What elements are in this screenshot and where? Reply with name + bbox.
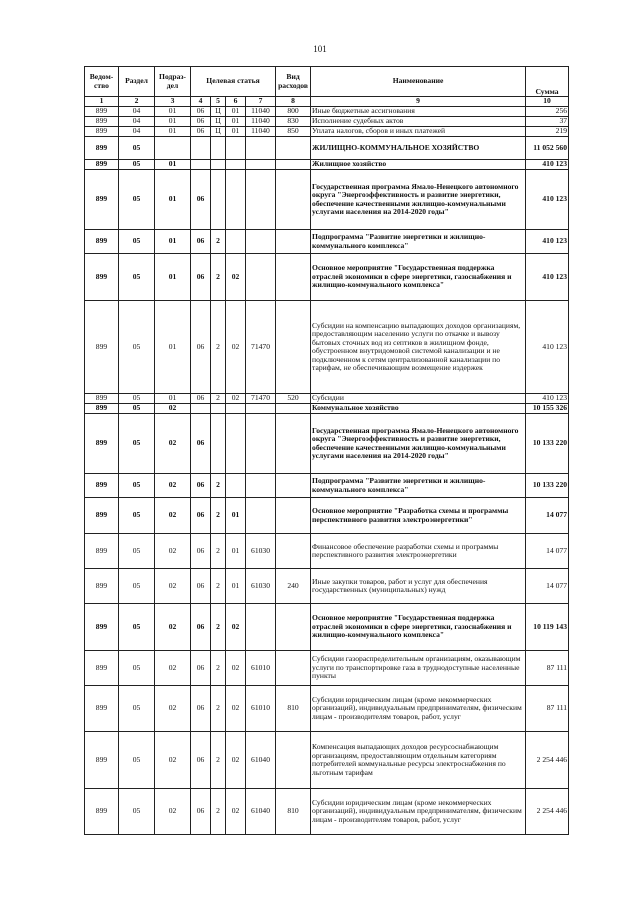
table-row [85,789,569,835]
index-cell: 1 [85,97,119,107]
celevaya-part3-cell: 01 [226,117,246,127]
sum-cell: 410 123 [526,170,569,230]
celevaya-part3-cell: 02 [226,301,246,394]
name-cell: Иные закупки товаров, работ и услуг для обеспечения государственных (муниципальных) нужд [311,569,526,604]
celevaya-part2-cell: 2 [211,301,226,394]
celevaya-part2-cell: 2 [211,254,226,301]
name-cell: Основное мероприятие "Разработка схемы и программы перспективного развития электроэнергетики" [311,498,526,534]
vedomstvo-cell: 899 [85,107,119,117]
table-row [85,117,569,127]
podrazdel-cell: 02 [155,569,191,604]
sum-cell: 410 123 [526,394,569,404]
sum-cell: 10 119 143 [526,604,569,651]
razdel-cell: 05 [119,789,155,835]
celevaya-part2-cell: Ц [211,107,226,117]
celevaya-part3-cell [226,160,246,170]
sum-cell: 256 [526,107,569,117]
celevaya-part3-cell [226,137,246,160]
vedomstvo-cell: 899 [85,230,119,254]
vedomstvo-cell: 899 [85,534,119,569]
razdel-cell: 05 [119,651,155,686]
podrazdel-cell: 02 [155,474,191,498]
sum-cell: 14 077 [526,498,569,534]
table-row [85,394,569,404]
table-row [85,254,569,301]
name-cell: Государственная программа Ямало-Ненецкого автономного округа "Энергоэффективность и развитие энергетики, обеспечение качественными жилищно-коммунальными услугами населения на 2014-2020 годы" [311,170,526,230]
celevaya-part3-cell: 01 [226,107,246,117]
sum-cell: 87 111 [526,651,569,686]
vid-rashodov-cell [276,254,311,301]
vid-rashodov-cell: 850 [276,127,311,137]
sum-cell: 14 077 [526,534,569,569]
vedomstvo-cell: 899 [85,414,119,474]
podrazdel-cell: 01 [155,117,191,127]
celevaya-part2-cell: 2 [211,394,226,404]
vedomstvo-cell: 899 [85,789,119,835]
celevaya-part3-cell: 02 [226,732,246,789]
celevaya-part4-cell: 11040 [246,127,276,137]
header-vedomstvo: Ведом-ство [85,67,119,97]
name-cell: Основное мероприятие "Государственная поддержка отраслей экономики в сфере энергетики, газоснабжения и жилищно-коммунального комплекса" [311,604,526,651]
table-row [85,569,569,604]
celevaya-part4-cell: 61030 [246,569,276,604]
vid-rashodov-cell [276,170,311,230]
razdel-cell: 04 [119,107,155,117]
celevaya-part2-cell: Ц [211,127,226,137]
vid-rashodov-cell: 800 [276,107,311,117]
vid-rashodov-cell: 810 [276,789,311,835]
header-razdel: Раздел [119,67,155,97]
vedomstvo-cell: 899 [85,160,119,170]
razdel-cell: 05 [119,686,155,732]
name-cell: Иные бюджетные ассигнования [311,107,526,117]
celevaya-part1-cell: 06 [191,170,211,230]
celevaya-part1-cell: 06 [191,534,211,569]
name-cell: Субсидии [311,394,526,404]
podrazdel-cell: 01 [155,394,191,404]
vedomstvo-cell: 899 [85,127,119,137]
table-row [85,230,569,254]
vid-rashodov-cell: 810 [276,686,311,732]
sum-cell: 10 155 326 [526,404,569,414]
celevaya-part4-cell [246,254,276,301]
budget-table [84,66,569,835]
name-cell: Субсидии газораспределительным организациям, оказывающим услуги по транспортировке газа в труднодоступные населенные пункты [311,651,526,686]
vedomstvo-cell: 899 [85,301,119,394]
celevaya-part3-cell: 01 [226,498,246,534]
celevaya-part2-cell [211,170,226,230]
vid-rashodov-cell [276,137,311,160]
index-cell: 3 [155,97,191,107]
celevaya-part1-cell [191,137,211,160]
vid-rashodov-cell: 240 [276,569,311,604]
podrazdel-cell: 01 [155,301,191,394]
razdel-cell: 04 [119,117,155,127]
vedomstvo-cell: 899 [85,117,119,127]
celevaya-part3-cell [226,230,246,254]
vedomstvo-cell: 899 [85,170,119,230]
sum-cell: 10 133 220 [526,414,569,474]
vid-rashodov-cell [276,404,311,414]
index-cell: 8 [276,97,311,107]
celevaya-part2-cell: 2 [211,604,226,651]
sum-cell: 219 [526,127,569,137]
name-cell: Подпрограмма "Развитие энергетики и жилищно-коммунального комплекса" [311,230,526,254]
celevaya-part2-cell: 2 [211,474,226,498]
vedomstvo-cell: 899 [85,651,119,686]
razdel-cell: 05 [119,254,155,301]
celevaya-part3-cell: 01 [226,534,246,569]
celevaya-part4-cell: 71470 [246,394,276,404]
vid-rashodov-cell [276,230,311,254]
vedomstvo-cell: 899 [85,254,119,301]
name-cell: Компенсация выпадающих доходов ресурсоснабжающим организациям, предоставляющим отдельным категориям потребителей коммунальные ресурсы электроснабжения по льготным тарифам [311,732,526,789]
header-celevaya-statya: Целевая статья [191,67,276,97]
celevaya-part3-cell: 02 [226,789,246,835]
celevaya-part3-cell: 01 [226,127,246,137]
podrazdel-cell: 02 [155,789,191,835]
table-row [85,301,569,394]
podrazdel-cell: 02 [155,534,191,569]
index-cell: 9 [311,97,526,107]
table-row [85,534,569,569]
celevaya-part4-cell: 61010 [246,686,276,732]
table-row [85,474,569,498]
vedomstvo-cell: 899 [85,137,119,160]
name-cell: Подпрограмма "Развитие энергетики и жилищно-коммунального комплекса" [311,474,526,498]
sum-cell: 11 052 560 [526,137,569,160]
celevaya-part1-cell: 06 [191,107,211,117]
sum-cell: 410 123 [526,301,569,394]
celevaya-part4-cell [246,474,276,498]
table-row [85,137,569,160]
vid-rashodov-cell [276,474,311,498]
podrazdel-cell: 01 [155,230,191,254]
celevaya-part1-cell: 06 [191,230,211,254]
sum-cell: 410 123 [526,230,569,254]
name-cell: Основное мероприятие "Государственная поддержка отраслей экономики в сфере энергетики, газоснабжения и жилищно-коммунального комплекса" [311,254,526,301]
celevaya-part2-cell: 2 [211,534,226,569]
table-body [85,107,569,835]
podrazdel-cell: 02 [155,604,191,651]
celevaya-part3-cell: 02 [226,604,246,651]
celevaya-part2-cell: 2 [211,789,226,835]
sum-cell: 2 254 446 [526,732,569,789]
celevaya-part4-cell [246,414,276,474]
podrazdel-cell: 02 [155,404,191,414]
vedomstvo-cell: 899 [85,498,119,534]
name-cell: Финансовое обеспечение разработки схемы и программы перспективного развития электроэнергетики [311,534,526,569]
vedomstvo-cell: 899 [85,686,119,732]
razdel-cell: 05 [119,732,155,789]
celevaya-part2-cell: 2 [211,686,226,732]
celevaya-part4-cell: 61010 [246,651,276,686]
vid-rashodov-cell: 830 [276,117,311,127]
header-vid-rashodov: Вид расходов [276,67,311,97]
celevaya-part1-cell: 06 [191,569,211,604]
celevaya-part1-cell: 06 [191,498,211,534]
celevaya-part2-cell: 2 [211,651,226,686]
razdel-cell: 05 [119,394,155,404]
celevaya-part2-cell: 2 [211,498,226,534]
celevaya-part1-cell: 06 [191,127,211,137]
name-cell: Уплата налогов, сборов и иных платежей [311,127,526,137]
celevaya-part4-cell: 61030 [246,534,276,569]
sum-cell: 410 123 [526,160,569,170]
celevaya-part1-cell: 06 [191,117,211,127]
celevaya-part1-cell: 06 [191,686,211,732]
index-cell: 2 [119,97,155,107]
celevaya-part1-cell: 06 [191,604,211,651]
table-row [85,127,569,137]
table-row [85,170,569,230]
celevaya-part4-cell [246,498,276,534]
name-cell: Коммунальное хозяйство [311,404,526,414]
name-cell: Субсидии юридическим лицам (кроме некоммерческих организаций), индивидуальным предпринимателям, физическим лицам - производителям товаров, работ, услуг [311,686,526,732]
celevaya-part4-cell [246,160,276,170]
name-cell: Жилищное хозяйство [311,160,526,170]
vedomstvo-cell: 899 [85,394,119,404]
razdel-cell: 04 [119,127,155,137]
table-row [85,686,569,732]
vid-rashodov-cell [276,651,311,686]
podrazdel-cell: 02 [155,498,191,534]
celevaya-part3-cell: 02 [226,651,246,686]
razdel-cell: 05 [119,414,155,474]
celevaya-part2-cell: Ц [211,117,226,127]
razdel-cell: 05 [119,404,155,414]
celevaya-part3-cell [226,170,246,230]
table-row [85,604,569,651]
vid-rashodov-cell: 520 [276,394,311,404]
table-row [85,498,569,534]
celevaya-part4-cell [246,137,276,160]
razdel-cell: 05 [119,230,155,254]
table-row [85,414,569,474]
table-row [85,732,569,789]
index-cell: 6 [226,97,246,107]
celevaya-part1-cell: 06 [191,254,211,301]
vid-rashodov-cell [276,732,311,789]
celevaya-part1-cell: 06 [191,414,211,474]
podrazdel-cell: 01 [155,170,191,230]
celevaya-part3-cell: 02 [226,254,246,301]
celevaya-part3-cell [226,404,246,414]
razdel-cell: 05 [119,137,155,160]
celevaya-part3-cell: 02 [226,394,246,404]
celevaya-part2-cell [211,137,226,160]
celevaya-part4-cell: 61040 [246,732,276,789]
table-row [85,651,569,686]
vedomstvo-cell: 899 [85,604,119,651]
razdel-cell: 05 [119,170,155,230]
sum-cell: 14 077 [526,569,569,604]
podrazdel-cell: 02 [155,651,191,686]
celevaya-part1-cell: 06 [191,651,211,686]
vedomstvo-cell: 899 [85,569,119,604]
header-row [85,67,569,97]
index-cell: 5 [211,97,226,107]
podrazdel-cell: 02 [155,732,191,789]
sum-cell: 10 133 220 [526,474,569,498]
header-summa: Сумма [526,67,569,97]
index-cell: 4 [191,97,211,107]
celevaya-part2-cell [211,414,226,474]
celevaya-part1-cell: 06 [191,789,211,835]
celevaya-part1-cell: 06 [191,301,211,394]
celevaya-part2-cell: 2 [211,569,226,604]
vedomstvo-cell: 899 [85,732,119,789]
celevaya-part2-cell [211,404,226,414]
celevaya-part1-cell: 06 [191,474,211,498]
celevaya-part1-cell [191,404,211,414]
celevaya-part3-cell: 02 [226,686,246,732]
vid-rashodov-cell [276,498,311,534]
name-cell: Субсидии юридическим лицам (кроме некоммерческих организаций), индивидуальным предпринимателям, физическим лицам - производителям товаров, работ, услуг [311,789,526,835]
index-cell: 7 [246,97,276,107]
name-cell: Субсидии на компенсацию выпадающих доходов организациям, предоставляющим населению услуги по откачке и вывозу бытовых сточных вод из септиков в жилищном фонде, обустроенном внутридомовой системой канализации и не подключенном к сетям централизованной канализации по тарифам, не обеспечивающим возмещение издержек [311,301,526,394]
celevaya-part4-cell: 11040 [246,117,276,127]
podrazdel-cell: 01 [155,127,191,137]
vid-rashodov-cell [276,160,311,170]
razdel-cell: 05 [119,160,155,170]
razdel-cell: 05 [119,474,155,498]
razdel-cell: 05 [119,604,155,651]
celevaya-part2-cell: 2 [211,732,226,789]
vid-rashodov-cell [276,604,311,651]
celevaya-part2-cell: 2 [211,230,226,254]
podrazdel-cell [155,137,191,160]
vid-rashodov-cell [276,414,311,474]
sum-cell: 410 123 [526,254,569,301]
table-row [85,404,569,414]
sum-cell: 37 [526,117,569,127]
celevaya-part3-cell: 01 [226,569,246,604]
vid-rashodov-cell [276,301,311,394]
celevaya-part4-cell [246,604,276,651]
celevaya-part1-cell: 06 [191,732,211,789]
sum-cell: 87 111 [526,686,569,732]
name-cell: Исполнение судебных актов [311,117,526,127]
name-cell: Государственная программа Ямало-Ненецкого автономного округа "Энергоэффективность и развитие энергетики, обеспечение качественными жилищно-коммунальными услугами населения на 2014-2020 годы" [311,414,526,474]
celevaya-part4-cell: 71470 [246,301,276,394]
celevaya-part1-cell [191,160,211,170]
celevaya-part1-cell: 06 [191,394,211,404]
name-cell: ЖИЛИЩНО-КОММУНАЛЬНОЕ ХОЗЯЙСТВО [311,137,526,160]
vedomstvo-cell: 899 [85,404,119,414]
podrazdel-cell: 01 [155,107,191,117]
podrazdel-cell: 02 [155,686,191,732]
podrazdel-cell: 01 [155,160,191,170]
podrazdel-cell: 01 [155,254,191,301]
celevaya-part4-cell: 11040 [246,107,276,117]
celevaya-part4-cell [246,404,276,414]
razdel-cell: 05 [119,301,155,394]
celevaya-part3-cell [226,474,246,498]
sum-cell: 2 254 446 [526,789,569,835]
page-number: 101 [313,44,327,54]
header-naimenovanie: Наименование [311,67,526,97]
razdel-cell: 05 [119,569,155,604]
celevaya-part3-cell [226,414,246,474]
razdel-cell: 05 [119,498,155,534]
celevaya-part4-cell: 61040 [246,789,276,835]
table-row [85,107,569,117]
index-cell: 10 [526,97,569,107]
podrazdel-cell: 02 [155,414,191,474]
celevaya-part2-cell [211,160,226,170]
table-row [85,160,569,170]
celevaya-part4-cell [246,230,276,254]
razdel-cell: 05 [119,534,155,569]
vedomstvo-cell: 899 [85,474,119,498]
vid-rashodov-cell [276,534,311,569]
celevaya-part4-cell [246,170,276,230]
header-podrazdel: Подраз-дел [155,67,191,97]
column-index-row [85,97,569,107]
